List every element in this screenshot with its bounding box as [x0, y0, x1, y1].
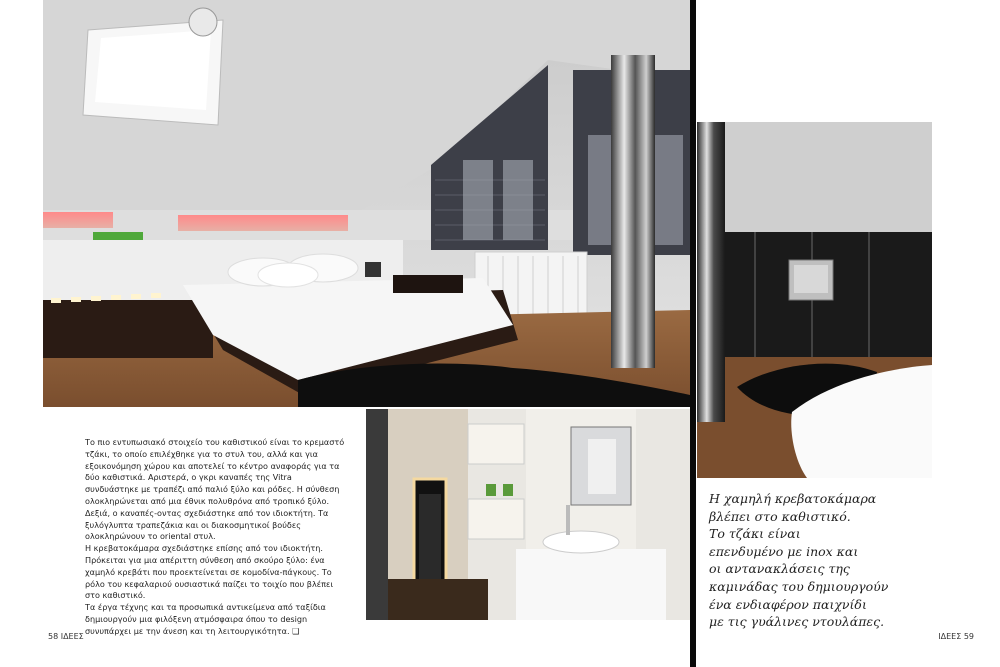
- article-paragraph: Τα έργα τέχνης και τα προσωπικά αντικείμενα από ταξίδια δημιουργούν μια φιλόξενη ατμόσφαιρα όπου το design συνυπάρχει με την άνεση και τη λειτουργικότητα. ❑: [85, 602, 326, 636]
- bedroom-photo: [43, 0, 690, 407]
- bedroom-wardrobe-photo: [697, 122, 932, 478]
- caption-line: ένα ενδιαφέρον παιχνίδι: [709, 596, 867, 612]
- article-paragraph: Η κρεβατοκάμαρα σχεδιάστηκε επίσης από τον ιδιοκτήτη. Πρόκειται για μια απέριττη σύνθεση από σκούρο ξύλο: ένα χαμηλό κρεβάτι που προεκτείνεται σε κομοδίνα-πάγκους. Το ρόλο του κεφαλαριού ουσιαστικά παίζει το τοιχίο που βλέπει στο καθιστικό.: [85, 543, 334, 601]
- caption-line: καμινάδας του δημιουργούν: [709, 578, 889, 594]
- caption-line: Το τζάκι είναι: [709, 526, 801, 542]
- left-page-folio: 58 ΙΔΕΕΣ: [48, 632, 84, 641]
- page-gutter: [690, 0, 696, 667]
- caption-line: βλέπει στο καθιστικό.: [709, 508, 851, 524]
- caption-line: επενδυμένο με inox και: [709, 543, 859, 559]
- caption-line: οι αντανακλάσεις της: [709, 561, 850, 577]
- bathroom-photo: [366, 409, 690, 620]
- photo-caption: [709, 490, 909, 631]
- article-body: [85, 437, 347, 638]
- caption-line: με τις γυάλινες ντουλάπες.: [709, 614, 885, 630]
- article-paragraph: Το πιο εντυπωσιακό στοιχείο του καθιστικού είναι το κρεμαστό τζάκι, το οποίο επιλέχθηκε για το στυλ του, αλλά και για εξοικονόμηση χώρου και αποτελεί το κέντρο αναφοράς για τα δύο καθιστικά. Αριστερά, ο γκρι καναπές της Vitra συνδυάστηκε με τραπέζι από παλιό ξύλο και ρόδες. Η σύνθεση ολοκληρώνεται από μια έθνικ πολυθρόνα από τροπικό ξύλο. Δεξιά, ο καναπές-οντας σχεδιάστηκε από τον ιδιοκτήτη. Τα ξυλόγλυπτα τραπεζάκια και οι διακοσμητικοί βούδες ολοκληρώνουν το oriental στυλ.: [85, 437, 345, 542]
- right-page-folio: ΙΔΕΕΣ 59: [938, 632, 974, 641]
- caption-line: Η χαμηλή κρεβατοκάμαρα: [709, 491, 877, 506]
